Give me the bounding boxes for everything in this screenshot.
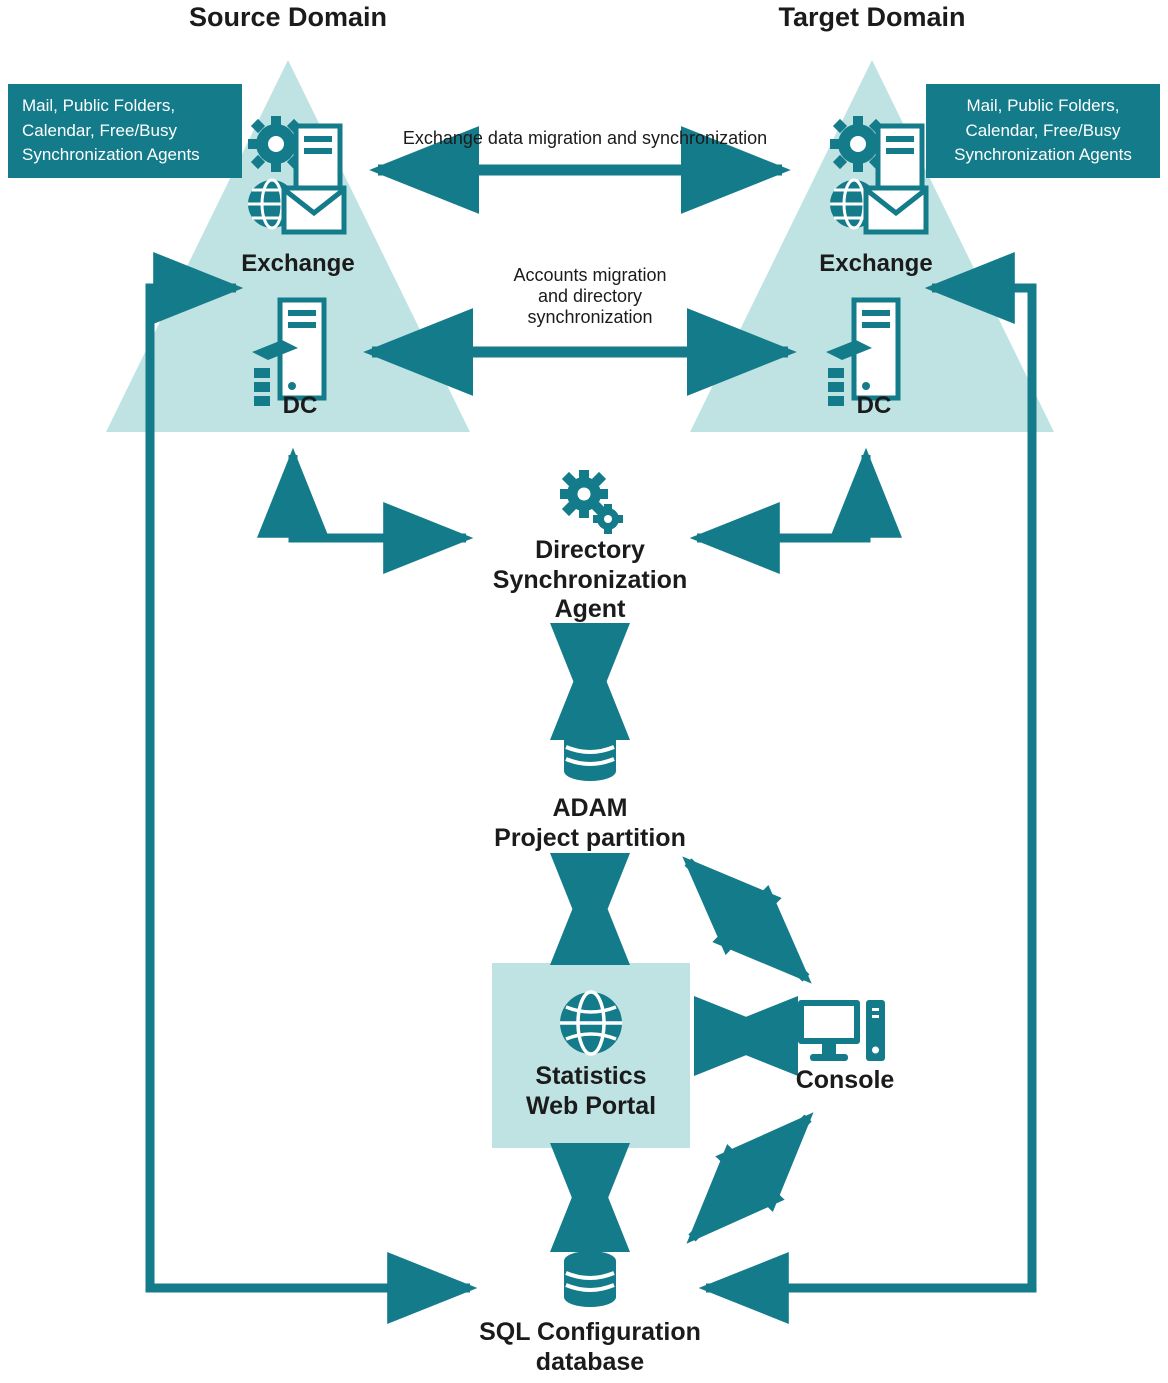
webportal-label-line2: Web Portal xyxy=(525,1091,657,1120)
exchange-server-icon xyxy=(240,110,350,255)
accounts-migration-label-line1: Accounts migration xyxy=(513,265,667,285)
exchange-server-icon xyxy=(822,110,932,255)
directory-synchronization-agent-label xyxy=(440,536,740,625)
dc-right-to-dirsync-arrow xyxy=(697,455,866,538)
statistics-web-portal-label xyxy=(492,1062,690,1121)
sql-label-line1: SQL Configuration xyxy=(479,1318,701,1346)
monitor-icon xyxy=(796,998,888,1073)
adam-label-line2: Project partition xyxy=(494,823,686,852)
adam-project-partition-label xyxy=(440,794,740,853)
callout-source-agents: Mail, Public Folders, Calendar, Free/Busy Synchronization Agents xyxy=(8,84,242,178)
callout-target-agents: Mail, Public Folders, Calendar, Free/Busy Synchronization Agents xyxy=(926,84,1160,178)
exchange-left-to-sql-arrow xyxy=(150,288,470,1288)
gears-icon xyxy=(556,468,626,541)
dirsync-label-line3: Agent xyxy=(554,595,626,623)
adam-console-arrow xyxy=(688,862,806,978)
database-cylinder-icon xyxy=(558,1248,622,1317)
exchange-left-label: Exchange xyxy=(241,250,355,277)
dirsync-label-line1: Directory xyxy=(535,536,645,564)
console-label: Console xyxy=(795,1066,895,1094)
exchange-migration-label: Exchange data migration and synchronization xyxy=(402,128,768,148)
sql-label-line2: database xyxy=(535,1347,645,1376)
adam-label-line1: ADAM xyxy=(552,794,628,822)
exchange-right-to-sql-arrow xyxy=(706,288,1032,1288)
sql-configuration-database-label xyxy=(420,1318,760,1377)
accounts-migration-label-line3: synchronization xyxy=(527,307,653,328)
target-domain-title: Target Domain xyxy=(778,2,966,32)
console-sql-arrow xyxy=(692,1118,808,1238)
accounts-migration-label xyxy=(470,265,710,329)
dc-left-label: DC xyxy=(282,392,318,419)
accounts-migration-label-line2: and directory xyxy=(537,286,643,307)
database-cylinder-icon xyxy=(558,722,622,791)
globe-icon xyxy=(556,988,626,1063)
dc-right-label: DC xyxy=(856,392,892,419)
source-domain-title: Source Domain xyxy=(188,2,388,32)
webportal-label-line1: Statistics xyxy=(535,1062,647,1090)
dc-left-to-dirsync-arrow xyxy=(293,455,466,538)
exchange-right-label: Exchange xyxy=(819,250,933,277)
dirsync-label-line2: Synchronization xyxy=(492,565,688,594)
